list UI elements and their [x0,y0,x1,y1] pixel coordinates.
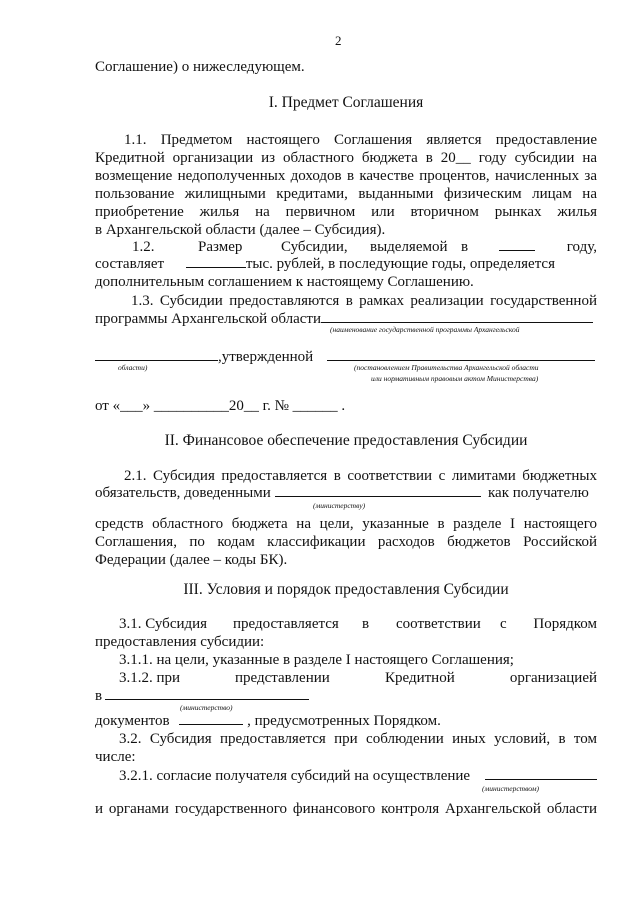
p312-note: (министерство) [180,703,233,712]
p311-line: 3.1.1. на цели, указанные в разделе I настоящего Соглашения; [119,652,514,668]
p11-line6: в Архангельской области (далее – Субсидия). [95,222,386,238]
ministry-blank-2 [105,687,309,700]
p11-line1: 1.1. Предметом настоящего Соглашения является предоставление [124,132,597,148]
amount-blank [186,255,246,268]
p312-line2: в [95,687,597,705]
p21-line1: 2.1. Субсидия предоставляется в соответствии с лимитами бюджетных [124,468,597,484]
documents-blank [179,712,243,725]
ministry-blank [275,484,481,497]
section3-title: III. Условия и порядок предоставления Субсидии [183,581,509,598]
section1-title: I. Предмет Соглашения [268,94,424,111]
p13-note3: (постановлением Правительства Архангельской области [354,363,539,372]
program-name-blank-2 [95,348,218,361]
p12-line2: составляет тыс. рублей, в последующие годы, определяется [95,256,555,272]
approval-act-blank [327,348,595,361]
p21-line4: Соглашения, по кодам классификации расходов бюджетов Российской [95,534,597,550]
ministry-blank-3 [485,767,597,780]
p21-line5: Федерации (далее – коды БК). [95,552,288,568]
last-line: и органами государственного финансового контроля Архангельской области [95,801,597,817]
year-blank [499,238,535,251]
p12-line3: дополнительным соглашением к настоящему Соглашению. [95,274,474,290]
p13-date-line: от «___» __________20__ г. № ______ . [95,398,346,414]
p31-line2: предоставления субсидии: [95,634,265,650]
p13-note4: или нормативным правовым актом Министерства) [371,374,539,383]
p321-note: (министерством) [482,784,539,793]
section2-title: II. Финансовое обеспечение предоставления Субсидии [164,432,528,449]
p21-line2: обязательств, доведенными как получателю [95,485,589,501]
page-number: 2 [335,33,342,48]
p32-line2: числе: [95,749,136,765]
program-name-blank [321,310,593,323]
p11-line5: приобретение жилья на первичном или вторичном рынках жилья [95,204,597,220]
p13-line2: программы Архангельской области [95,310,597,328]
p11-line4: пользование жилищными кредитами, выданными физическим лицам на [95,186,597,202]
p13-note1: (наименование государственной программы Архангельской [330,325,520,334]
p13-line1: 1.3. Субсидии предоставляются в рамках реализации государственной [131,293,597,309]
intro-line: Соглашение) о нижеследующем. [95,59,305,75]
p21-line3: средств областного бюджета на цели, указанные в разделе I настоящего [95,516,597,532]
p11-line2: Кредитной организации из областного бюджета в 20__ году субсидии на [95,150,597,166]
document-page: 2 Соглашение) о нижеследующем. I. Предмет Соглашения 1.1. Предметом настоящего Соглашения является предоставление Кредитной организации из областного бюджета в 20__ году субсидии на возмещение недополученных доходов в качестве процентов, начисленных за пользование жилищными кредитами, выданными физическим лицам на приобретение жилья на первичном или вторичном рынках жилья в Архангельской области (далее – Субсидия). 1.2. Размер Субсидии, выделяемой в году, составляет тыс. рублей, в последующие годы, определяется дополнительным соглашением к настоящему Соглашению. 1.3. Субсидии предоставляются в рамках реализации государственной программы Архангельской области (наименование государственной программы Архангельской ,утвержденной области) (постановлением Правительства Архангельской области или нормативным правовым актом Министерства) от «___» __________20__ г. № ______ . II. Финансовое обеспечение предоставления Субсидии 2.1. Субсидия предоставляется в соответствии с лимитами бюджетных обязательств, доведенными как получателю (министерству) средств областного бюджета на цели, указанные в разделе I настоящего Соглашения, по кодам классификации расходов бюджетов Российской Федерации (далее – коды БК). III. Условия и порядок предоставления Субсидии 3.1. Субсидия предоставляется в соответствии с Порядком предоставления субсидии: 3.1.1. на цели, указанные в разделе I настоящего Соглашения; 3.1.2. при представлении Кредитной организацией в (министерство) документов , предусмотренных Порядком. 3.2. Субсидия предоставляется при соблюдении иных условий, в том числе: 3.2.1. согласие получателя субсидий на осуществление (министерством) и органами государственного финансового контроля Архангельской области [0,0,640,905]
p312-line3: документов , предусмотренных Порядком. [95,713,441,729]
p13-note2: области) [118,363,148,372]
p32-line1: 3.2. Субсидия предоставляется при соблюдении иных условий, в том [119,731,597,747]
p21-note: (министерству) [313,501,366,510]
p321-line: 3.2.1. согласие получателя субсидий на осуществление [119,767,597,785]
p11-line3: возмещение недополученных доходов в качестве процентов, начисленных за [95,168,597,184]
